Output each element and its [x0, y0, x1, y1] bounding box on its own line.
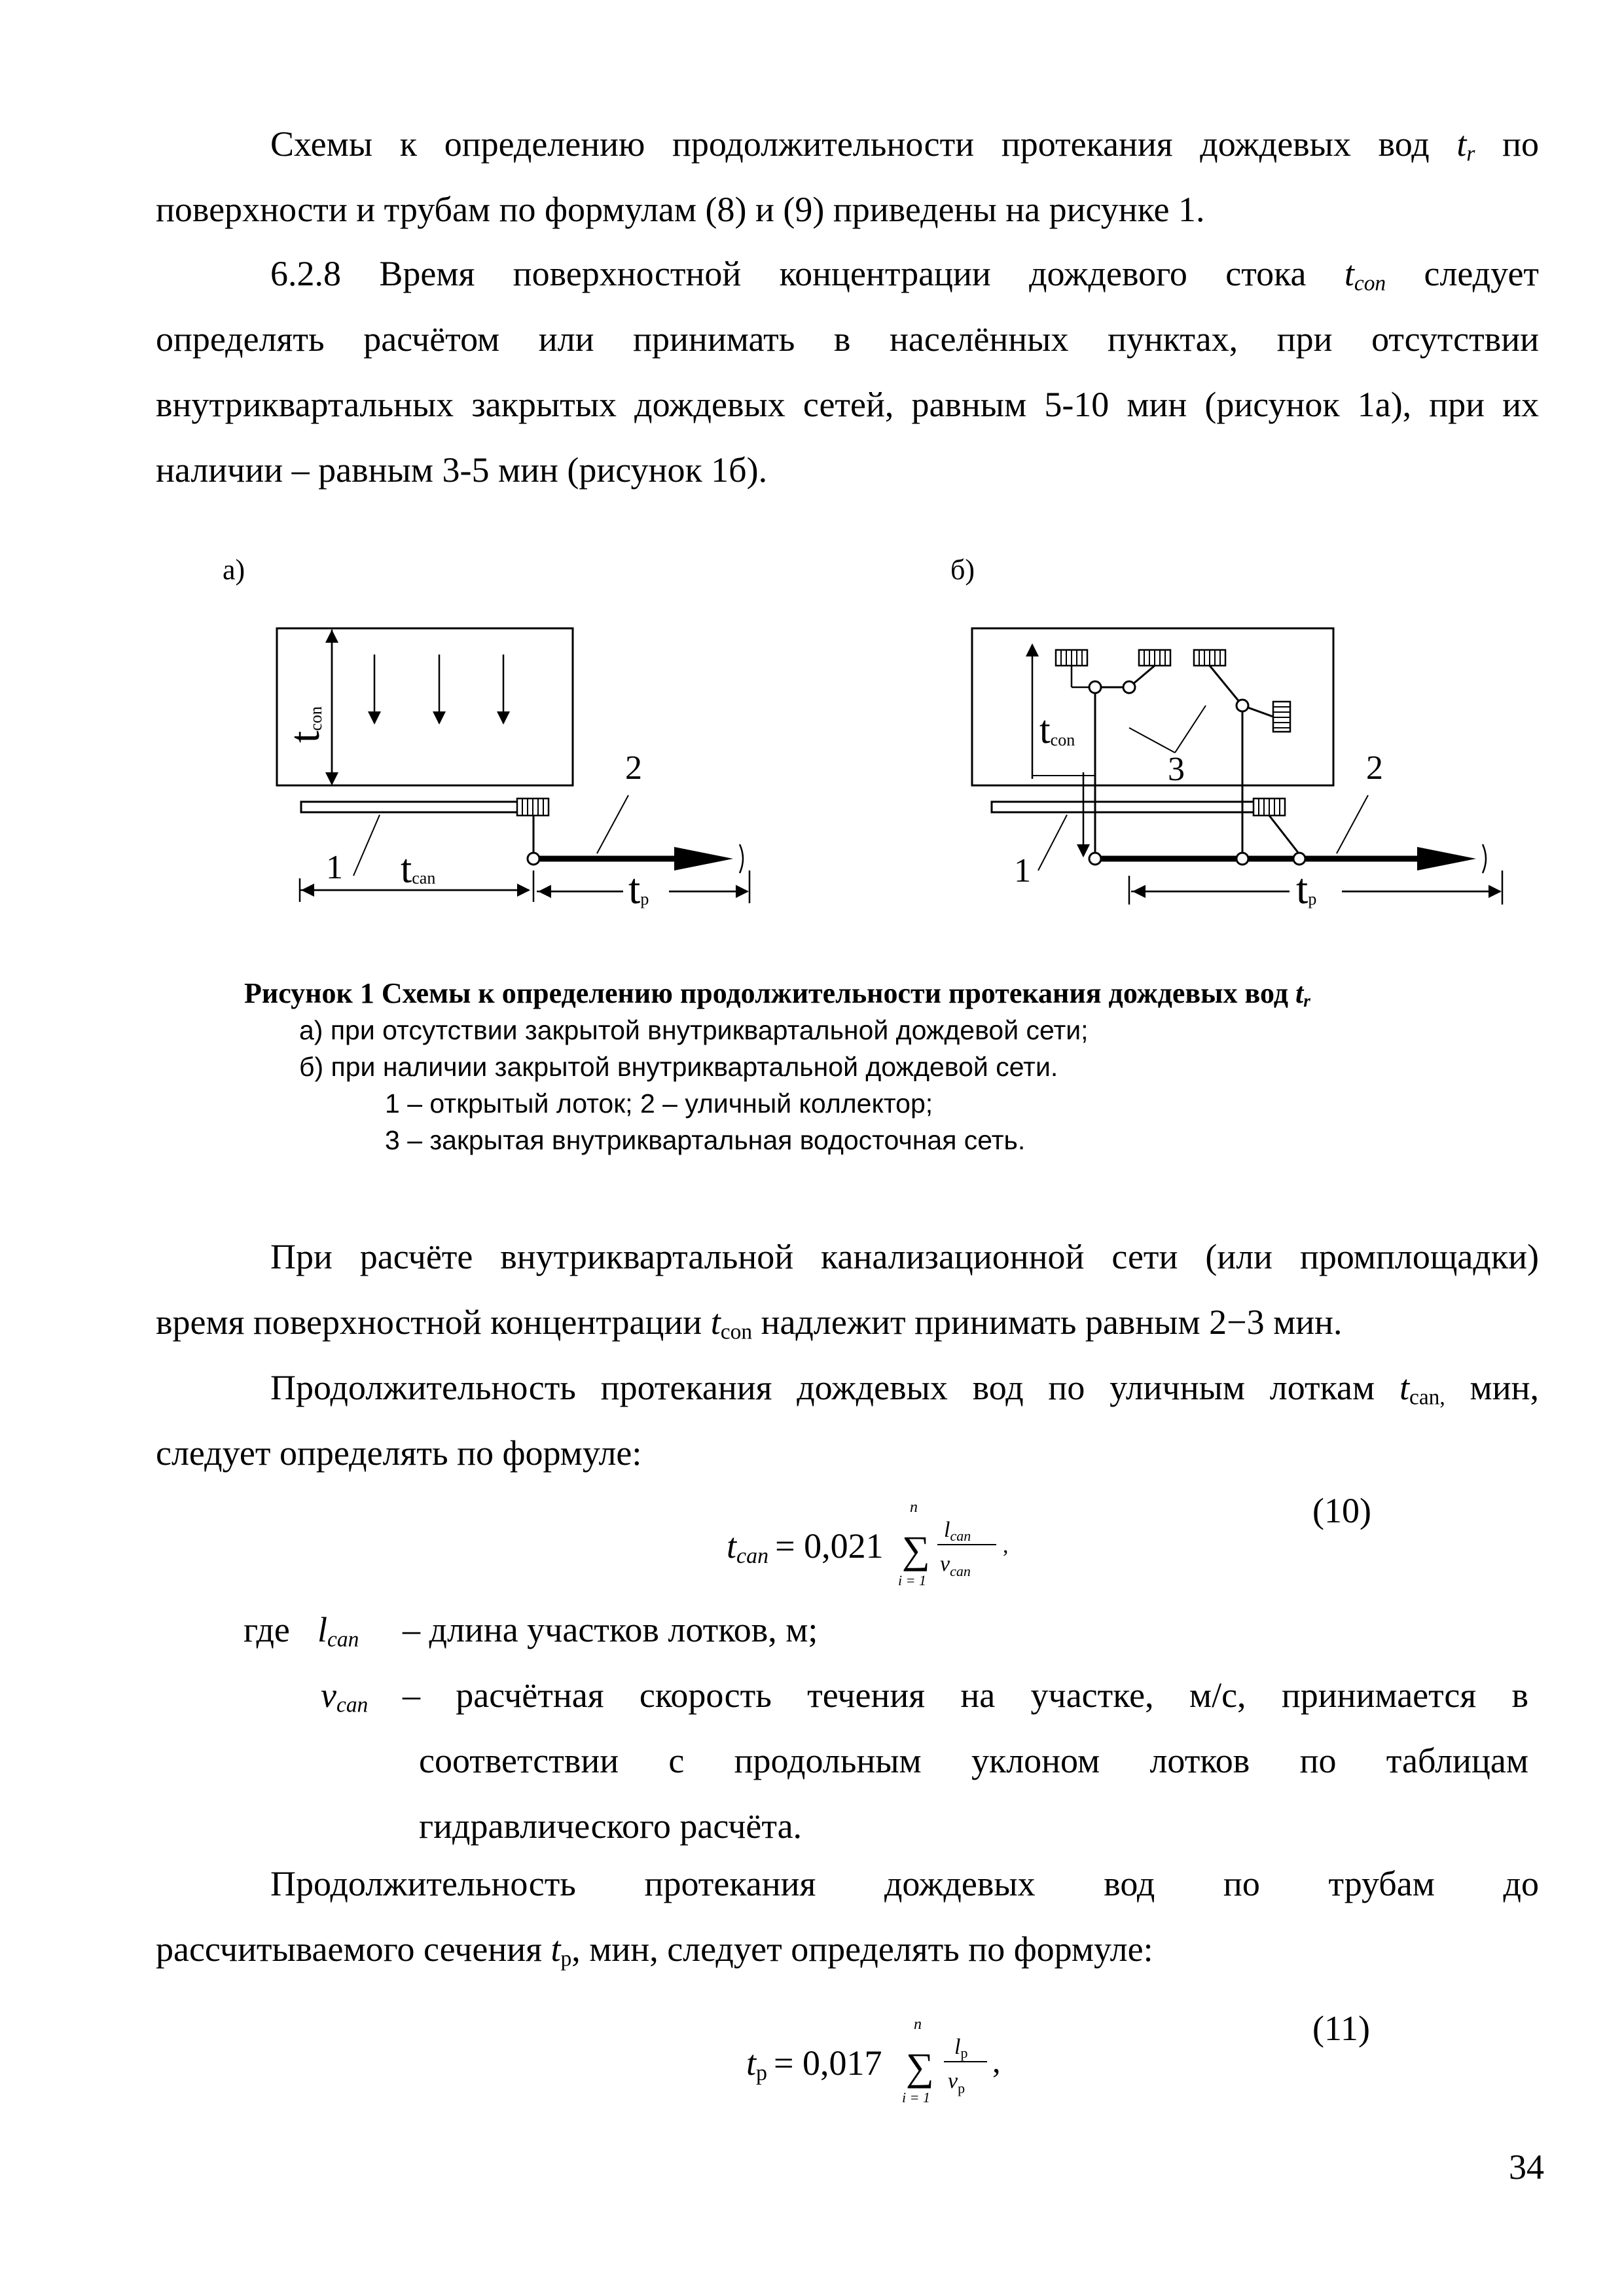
svg-text:∑: ∑: [902, 1528, 930, 1571]
svg-text:,: ,: [992, 2043, 1001, 2079]
leader-line-1: [353, 815, 380, 876]
paragraph-schemes: [156, 111, 1539, 242]
collector-arrowhead: [674, 847, 733, 870]
paragraph-line: Продолжительность протекания дождевых вод по трубам до: [270, 1864, 1539, 1903]
svg-text:lр: lр: [954, 2035, 968, 2061]
caption-legend-3: 3 – закрытая внутриквартальная водосточная сеть.: [385, 1125, 1026, 1155]
leader-line-3: [1175, 706, 1206, 753]
leader-line-2: [597, 795, 628, 853]
svg-text:tcan= 0,021: tcan = 0,021: [727, 1526, 884, 1568]
panel-b: [972, 628, 1502, 913]
caption-item-a: а) при отсутствии закрытой внутриквартальной дождевой сети;: [299, 1015, 1089, 1045]
caption-legend-1-2: 1 – открытый лоток; 2 – уличный коллектор;: [385, 1088, 933, 1119]
paragraph-6-2-8: [156, 241, 1539, 503]
svg-text:∑: ∑: [906, 2045, 934, 2089]
page-number: 34: [1509, 2147, 1544, 2187]
paragraph-line: поверхности и трубам по формулам (8) и (9) приведены на рисунке 1.: [156, 190, 1205, 229]
where-v-can: $v_{can}$: [321, 1676, 369, 1717]
figure-caption: [244, 975, 1310, 1158]
panel-label-b: б): [950, 556, 975, 586]
formula-10: [727, 1492, 1067, 1590]
equation-number-10: (10): [1312, 1491, 1371, 1530]
well-node: [1089, 681, 1101, 693]
svg-text:i = 1: i = 1: [898, 1572, 926, 1588]
paragraph-line: 6.2.8 Время поверхностной концентрации дождевого стока $t_{con}$ следует: [270, 254, 1540, 296]
well-node: [1236, 853, 1248, 865]
tp-label: tp: [1296, 865, 1317, 913]
well-node: [1236, 700, 1248, 711]
paragraph-line: При расчёте внутриквартальной канализационной сети (или промплощадки): [270, 1237, 1539, 1276]
open-gutter: [301, 802, 537, 812]
paragraph-line: наличии – равным 3-5 мин (рисунок 1б).: [156, 450, 768, 490]
svg-text:n: n: [914, 2016, 922, 2033]
open-gutter: [992, 802, 1273, 812]
number-1: 1: [326, 849, 343, 886]
svg-text:,: ,: [1003, 1534, 1009, 1558]
where-gde: где: [244, 1610, 290, 1649]
svg-text:i = 1: i = 1: [902, 2089, 930, 2106]
svg-text:tр= 0,017: tр = 0,017: [746, 2043, 882, 2085]
paragraph-internal-network: [156, 1224, 1539, 1355]
collector-break: [1483, 844, 1486, 873]
paragraph-street-gutters: [156, 1355, 1539, 1486]
collector-arrowhead: [1417, 847, 1476, 870]
svg-text:lcan: lcan: [944, 1518, 971, 1544]
panel-label-a: а): [223, 556, 245, 586]
where-l-can-desc: – длина участков лотков, м;: [403, 1610, 818, 1649]
collector-break: [740, 844, 743, 873]
number-3: 3: [1168, 751, 1185, 788]
svg-text:vcan: $v_{can}$: [940, 1552, 971, 1579]
where-v-can-desc: [403, 1662, 1528, 1859]
well-node: [1293, 853, 1305, 865]
paragraph-line: время поверхностной концентрации $t_{con}$ надлежит принимать равным 2−3 мин.: [156, 1302, 1343, 1344]
formula-11: [746, 2009, 1060, 2108]
leader-line-1: [1038, 815, 1067, 870]
paragraph-line: следует определять по формуле:: [156, 1433, 642, 1473]
equation-number-11: (11): [1312, 2009, 1370, 2048]
leader-line-3: [1129, 728, 1175, 753]
paragraph-line: Продолжительность протекания дождевых вод по уличным лоткам $t_{can,}$ мин,: [270, 1368, 1539, 1410]
where-l-can: $l_{can}$: [317, 1610, 359, 1652]
well-node: [1089, 853, 1101, 865]
tcon-label: tcon: [1039, 708, 1075, 751]
tcon-label: tcon: [281, 706, 329, 743]
caption-item-b: б) при наличии закрытой внутриквартальной дождевой сети.: [299, 1052, 1058, 1082]
well-node: [1123, 681, 1135, 693]
where-desc-line: – расчётная скорость течения на участке, м/с, принимается в: [403, 1676, 1528, 1715]
number-2: 2: [625, 749, 642, 787]
paragraph-line: рассчитываемого сечения $t_р$, мин, следует определять по формуле:: [156, 1929, 1153, 1971]
number-1: 1: [1014, 852, 1031, 889]
tcan-label: tcan: [401, 847, 436, 891]
caption-title: Рисунок 1 Схемы к определению продолжительности протекания дождевых вод $t_r$: [244, 977, 1310, 1011]
panel-a: [277, 628, 749, 913]
where-desc-line: соответствии с продольным уклоном лотков по таблицам: [419, 1741, 1528, 1780]
svg-text:vр: $v_р$: [948, 2069, 965, 2096]
paragraph-line: внутриквартальных закрытых дождевых сетей, равным 5-10 мин (рисунок 1а), при их: [156, 385, 1539, 424]
tp-label: tp: [628, 865, 649, 913]
well-node: [528, 853, 539, 865]
number-2: 2: [1366, 749, 1383, 787]
paragraph-line: определять расчётом или принимать в населённых пунктах, при отсутствии: [156, 319, 1539, 359]
paragraph-pipes: [156, 1851, 1539, 1982]
paragraph-line: Схемы к определению продолжительности протекания дождевых вод $t_r$ по: [270, 124, 1539, 166]
figure-1-diagram: [216, 556, 1512, 923]
leader-line-2: [1337, 795, 1368, 853]
svg-text:n: n: [910, 1499, 918, 1516]
where-desc-line: гидравлического расчёта.: [419, 1806, 803, 1846]
